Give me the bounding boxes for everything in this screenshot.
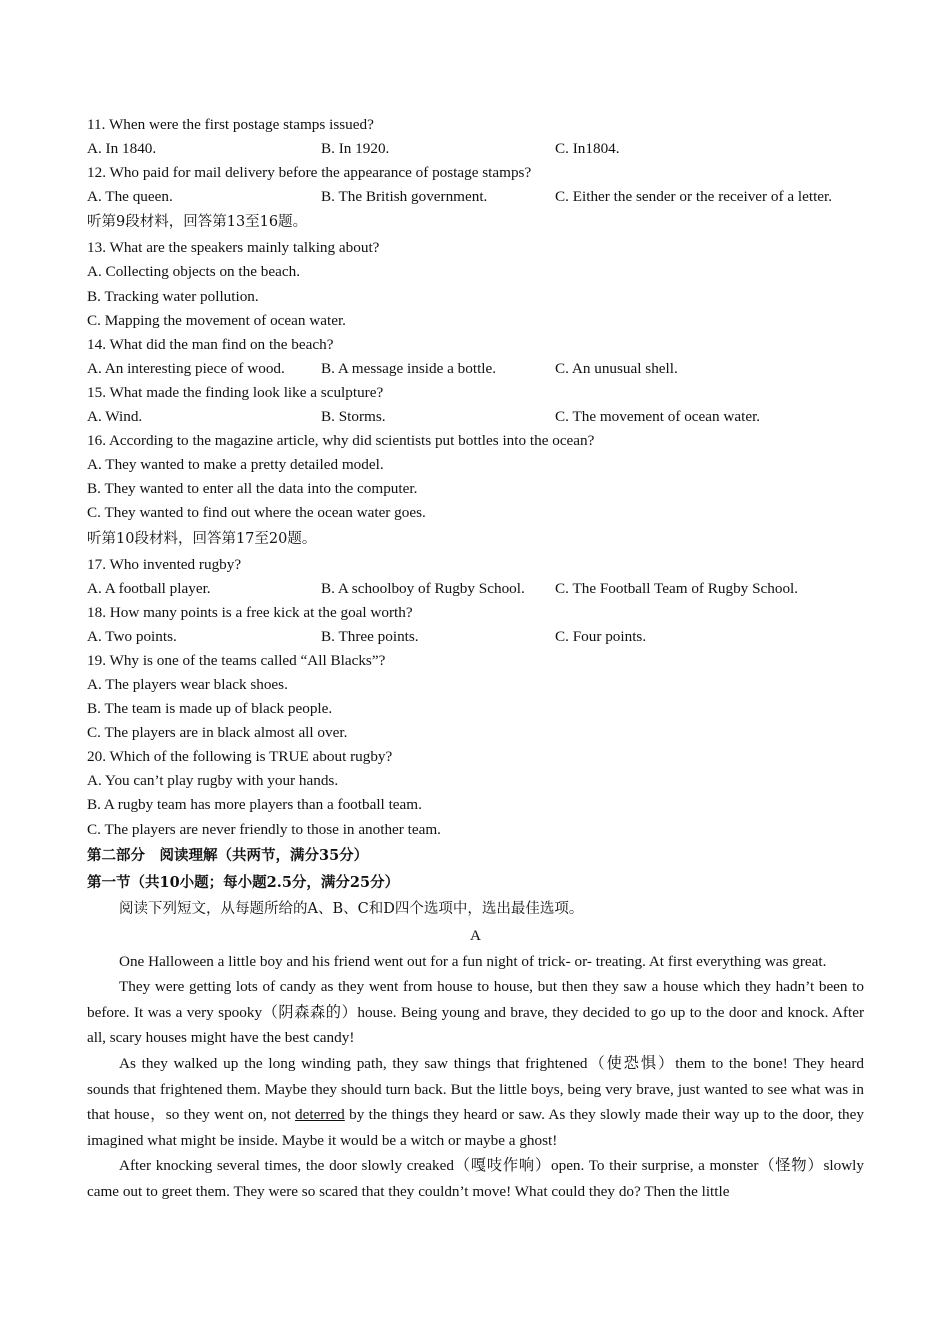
- exam-page: [87, 113, 864, 1205]
- option-a: A. The players wear black shoes.: [87, 675, 288, 693]
- passage-paragraph-1: One Halloween a little boy and his friend went out for a fun night of trick- or- treating. At first everything was great.: [119, 952, 827, 970]
- option-c: C. The movement of ocean water.: [555, 408, 761, 426]
- option-b: B. In 1920.: [321, 140, 390, 158]
- question-11-options: [87, 137, 864, 161]
- option-a: A. They wanted to make a pretty detailed model.: [87, 456, 384, 474]
- option-b: B. A message inside a bottle.: [321, 359, 497, 377]
- option-c: C. Mapping the movement of ocean water.: [87, 311, 346, 329]
- option-a: A. Wind.: [87, 408, 143, 426]
- option-c: C. The players are never friendly to those in another team.: [87, 820, 441, 838]
- question-13: 13. What are the speakers mainly talking about?: [87, 239, 380, 257]
- option-b: B. The British government.: [321, 188, 488, 206]
- option-b: B. The team is made up of black people.: [87, 700, 333, 718]
- question-20: 20. Which of the following is TRUE about rugby?: [87, 748, 393, 766]
- option-a: A. Two points.: [87, 627, 177, 645]
- option-c: C. The Football Team of Rugby School.: [555, 579, 799, 597]
- question-14: 14. What did the man find on the beach?: [87, 335, 334, 353]
- question-17: 17. Who invented rugby?: [87, 555, 242, 573]
- part-2-heading: 第二部分 阅读理解（共两节，满分35分）: [87, 846, 369, 864]
- passage-paragraph-2: They were getting lots of candy as they went from house to house, but then they saw a house which they hadn’t been to before. It was a very spooky（阴森森的）house. Being young and brave, they decided to go up to the door and knock. After all, scary houses might have the best candy!: [87, 978, 864, 1047]
- option-b: B. A schoolboy of Rugby School.: [321, 579, 525, 597]
- option-b: B. A rugby team has more players than a football team.: [87, 796, 422, 814]
- question-18-options: [87, 625, 864, 649]
- section-9-intro: 听第9段材料，回答第13至16题。: [87, 214, 308, 231]
- question-12: 12. Who paid for mail delivery before the appearance of postage stamps?: [87, 164, 532, 182]
- option-c: C. In1804.: [555, 140, 620, 158]
- paragraph-text: by the things they heard or saw. As they slowly made their way up to the door, they imagined what might be inside. Maybe it would be a witch or maybe a ghost!: [87, 1106, 864, 1149]
- underlined-word: deterred: [295, 1106, 345, 1124]
- option-a: A. A football player.: [87, 579, 211, 597]
- question-12-options: [87, 185, 864, 209]
- question-15: 15. What made the finding look like a sculpture?: [87, 383, 384, 401]
- option-b: B. Three points.: [321, 627, 419, 645]
- question-14-options: [87, 357, 864, 381]
- question-19: 19. Why is one of the teams called “All Blacks”?: [87, 651, 386, 669]
- question-11: 11. When were the first postage stamps issued?: [87, 116, 374, 133]
- passage-paragraph-3: [87, 1051, 864, 1153]
- option-a: A. In 1840.: [87, 140, 157, 158]
- question-16: 16. According to the magazine article, why did scientists put bottles into the ocean?: [87, 432, 595, 450]
- passage-label: A: [470, 926, 481, 944]
- option-b: B. Storms.: [321, 408, 386, 426]
- section-10-intro: 听第10段材料，回答第17至20题。: [87, 530, 317, 547]
- option-c: C. Four points.: [555, 627, 647, 645]
- option-c: C. An unusual shell.: [555, 359, 678, 377]
- reading-instructions: 阅读下列短文，从每题所给的A、B、C和D四个选项中，选出最佳选项。: [119, 900, 584, 917]
- option-a: A. The queen.: [87, 188, 173, 206]
- option-c: C. The players are in black almost all over.: [87, 724, 348, 742]
- part-2-section-1-heading: 第一节（共10小题；每小题2.5分，满分25分）: [87, 873, 400, 891]
- question-17-options: [87, 577, 864, 601]
- option-b: B. They wanted to enter all the data into the computer.: [87, 480, 418, 498]
- option-b: B. Tracking water pollution.: [87, 287, 259, 305]
- option-a: A. You can’t play rugby with your hands.: [87, 772, 339, 790]
- question-15-options: [87, 405, 864, 429]
- option-c: C. They wanted to find out where the ocean water goes.: [87, 504, 426, 522]
- paragraph-text: As they walked up the long winding path, they saw things that frightened（使恐惧）them to the bone! They heard sounds that frightened them. Maybe they should turn back. But the little boys, being very brave, just wanted to see what was in that house，so they went on, not: [87, 1055, 864, 1124]
- option-a: A. Collecting objects on the beach.: [87, 263, 300, 281]
- option-c: C. Either the sender or the receiver of a letter.: [555, 188, 833, 206]
- question-18: 18. How many points is a free kick at the goal worth?: [87, 603, 413, 621]
- passage-paragraph-4: After knocking several times, the door slowly creaked（嘎吱作响）open. To their surprise, a monster（怪物）slowly came out to greet them. They were so scared that they couldn’t move! What could they do? Then the little: [87, 1157, 864, 1200]
- option-a: A. An interesting piece of wood.: [87, 359, 285, 377]
